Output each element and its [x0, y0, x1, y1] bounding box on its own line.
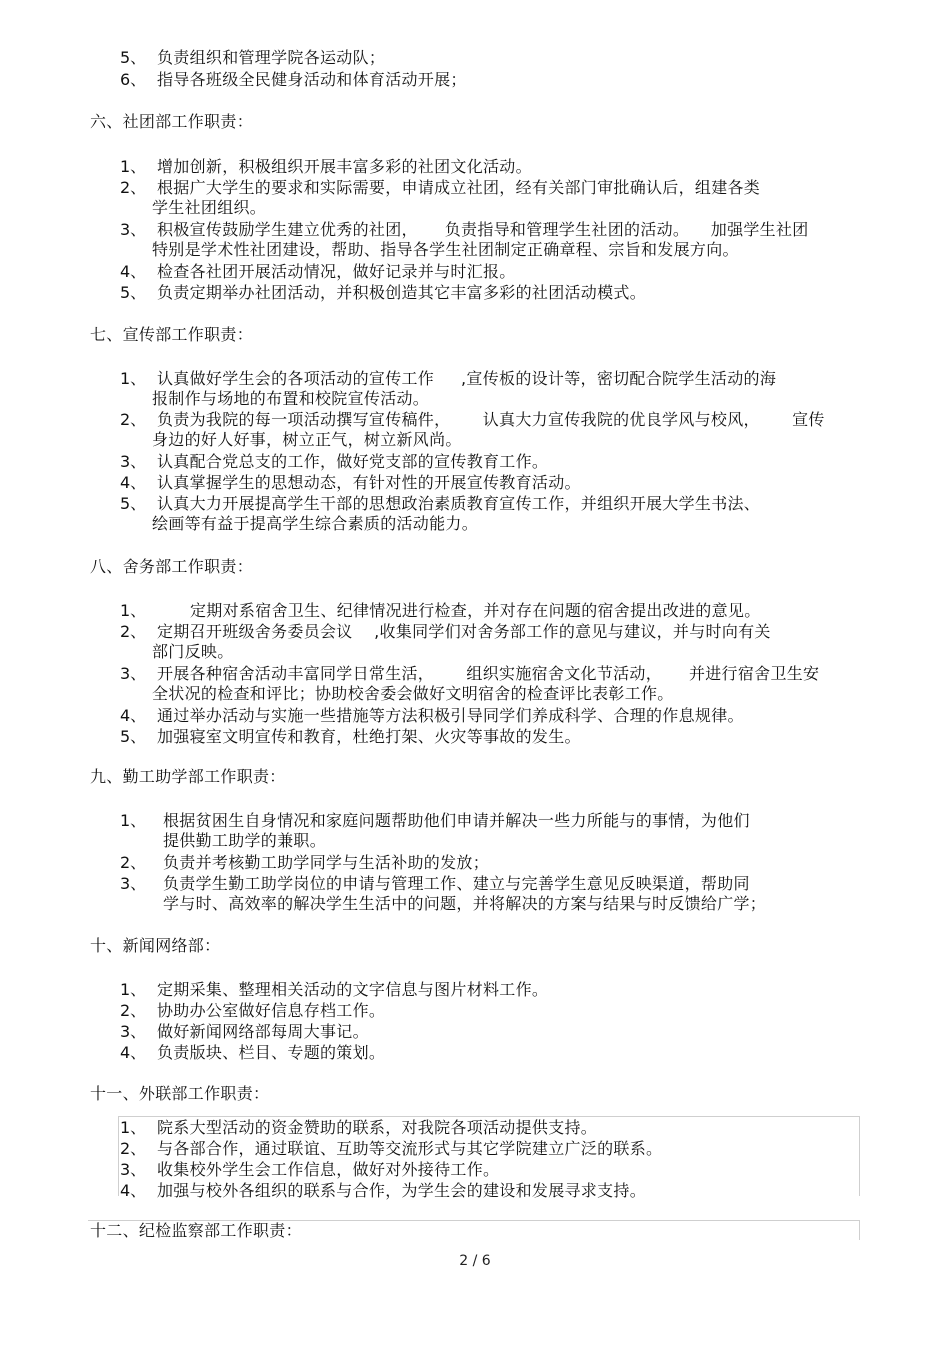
list-item-text-cont: 绘画等有益于提高学生综合素质的活动能力。 — [152, 514, 479, 533]
table-border-right — [859, 1220, 860, 1240]
list-item-text: 负责学生勤工助学岗位的申请与管理工作、建立与完善学生意见反映渠道，帮助同 — [163, 874, 750, 893]
list-item-text: 负责为我院的每一项活动撰写宣传稿件， 认真大力宣传我院的优良学风与校风， 宣传 — [157, 410, 825, 429]
list-number: 3、 — [120, 664, 147, 683]
list-item-text: 认真配合党总支的工作，做好党支部的宣传教育工作。 — [157, 452, 549, 471]
list-item-text: 加强与校外各组织的联系与合作，为学生会的建设和发展寻求支持。 — [157, 1181, 647, 1200]
list-item-text: 做好新闻网络部每周大事记。 — [157, 1022, 369, 1041]
list-item-text: 认真大力开展提高学生干部的思想政治素质教育宣传工作，并组织开展大学生书法、 — [157, 494, 761, 513]
list-item-text: 收集校外学生会工作信息，做好对外接待工作。 — [157, 1160, 500, 1179]
table-border-right — [859, 1116, 860, 1196]
list-item-text: 根据广大学生的要求和实际需要，申请成立社团，经有关部门审批确认后，组建各类 — [157, 178, 761, 197]
list-item-text: 负责并考核勤工助学同学与生活补助的发放； — [163, 853, 490, 872]
list-number: 3、 — [120, 220, 147, 239]
list-item-text: 检查各社团开展活动情况，做好记录并与时汇报。 — [157, 262, 516, 281]
list-item-text: 与各部合作，通过联谊、互助等交流形式与其它学院建立广泛的联系。 — [157, 1139, 663, 1158]
list-item-text: 通过举办活动与实施一些措施等方法积极引导同学们养成科学、合理的作息规律。 — [157, 706, 744, 725]
list-number: 6、 — [120, 70, 147, 89]
list-number: 5、 — [120, 727, 147, 746]
list-number: 5、 — [120, 494, 147, 513]
list-number: 2、 — [120, 622, 147, 641]
list-number: 3、 — [120, 1022, 147, 1041]
table-border-top — [118, 1116, 860, 1117]
list-number: 4、 — [120, 1181, 147, 1200]
table-border-left — [118, 1116, 119, 1196]
page-indicator: 2 / 6 — [459, 1253, 491, 1269]
list-item-text-cont: 学生社团组织。 — [152, 198, 267, 217]
list-item-text: 增加创新，积极组织开展丰富多彩的社团文化活动。 — [157, 157, 532, 176]
list-number: 2、 — [120, 1139, 147, 1158]
list-number: 1、 — [120, 601, 147, 620]
list-number: 4、 — [120, 706, 147, 725]
list-number: 1、 — [120, 369, 147, 388]
list-item-text-cont: 提供勤工助学的兼职。 — [163, 831, 327, 850]
section-heading: 七、宣传部工作职责： — [90, 325, 254, 344]
list-item-text: 协助办公室做好信息存档工作。 — [157, 1001, 386, 1020]
section-heading: 六、社团部工作职责： — [90, 112, 254, 131]
list-number: 3、 — [120, 874, 147, 893]
list-item-text: 开展各种宿舍活动丰富同学日常生活， 组织实施宿舍文化节活动， 并进行宿舍卫生安 — [157, 664, 820, 683]
section-heading: 八、舍务部工作职责： — [90, 557, 254, 576]
list-item-text-cont: 报制作与场地的布置和校院宣传活动。 — [152, 389, 430, 408]
list-number: 2、 — [120, 853, 147, 872]
list-item-text-cont: 全状况的检查和评比；协助校舍委会做好文明宿舍的检查评比表彰工作。 — [152, 684, 674, 703]
list-item-text: 积极宣传鼓励学生建立优秀的社团， 负责指导和管理学生社团的活动。 加强学生社团 — [157, 220, 809, 239]
list-number: 1、 — [120, 980, 147, 999]
list-number: 1、 — [120, 811, 147, 830]
list-item-text: 负责组织和管理学院各运动队； — [157, 48, 386, 67]
list-number: 3、 — [120, 1160, 147, 1179]
list-number: 5、 — [120, 283, 147, 302]
list-number: 3、 — [120, 452, 147, 471]
list-item-text: 指导各班级全民健身活动和体育活动开展； — [157, 70, 467, 89]
section-heading: 十一、外联部工作职责： — [90, 1084, 270, 1103]
list-number: 2、 — [120, 178, 147, 197]
list-number: 4、 — [120, 262, 147, 281]
list-item-text: 认真掌握学生的思想动态，有针对性的开展宣传教育活动。 — [157, 473, 581, 492]
list-number: 4、 — [120, 1043, 147, 1062]
list-number: 2、 — [120, 1001, 147, 1020]
list-number: 5、 — [120, 48, 147, 67]
list-item-text: 定期召开班级舍务委员会议 ,收集同学们对舍务部工作的意见与建议，并与时向有关 — [157, 622, 771, 641]
section-heading: 十二、纪检监察部工作职责： — [90, 1221, 302, 1240]
list-item-text: 认真做好学生会的各项活动的宣传工作 ,宣传板的设计等，密切配合院学生活动的海 — [157, 369, 777, 388]
list-item-text: 负责版块、栏目、专题的策划。 — [157, 1043, 386, 1062]
list-number: 1、 — [120, 1118, 147, 1137]
section-heading: 九、勤工助学部工作职责： — [90, 767, 286, 786]
list-number: 2、 — [120, 410, 147, 429]
list-item-text-cont: 学与时、高效率的解决学生生活中的问题，并将解决的方案与结果与时反馈给广学； — [163, 894, 767, 913]
list-number: 1、 — [120, 157, 147, 176]
list-number: 4、 — [120, 473, 147, 492]
list-item-text: 加强寝室文明宣传和教育，杜绝打架、火灾等事故的发生。 — [157, 727, 581, 746]
list-item-text-cont: 部门反映。 — [152, 642, 234, 661]
list-item-text: 定期对系宿舍卫生、纪律情况进行检查，并对存在问题的宿舍提出改进的意见。 — [190, 601, 761, 620]
list-item-text-cont: 特别是学术性社团建设，帮助、指导各学生社团制定正确章程、宗旨和发展方向。 — [152, 240, 739, 259]
list-item-text: 院系大型活动的资金赞助的联系，对我院各项活动提供支持。 — [157, 1118, 598, 1137]
section-heading: 十、新闻网络部： — [90, 936, 221, 955]
list-item-text-cont: 身边的好人好事，树立正气，树立新风尚。 — [152, 430, 462, 449]
list-item-text: 负责定期举办社团活动，并积极创造其它丰富多彩的社团活动模式。 — [157, 283, 647, 302]
list-item-text: 根据贫困生自身情况和家庭问题帮助他们申请并解决一些力所能与的事情，为他们 — [163, 811, 750, 830]
list-item-text: 定期采集、整理相关活动的文字信息与图片材料工作。 — [157, 980, 549, 999]
